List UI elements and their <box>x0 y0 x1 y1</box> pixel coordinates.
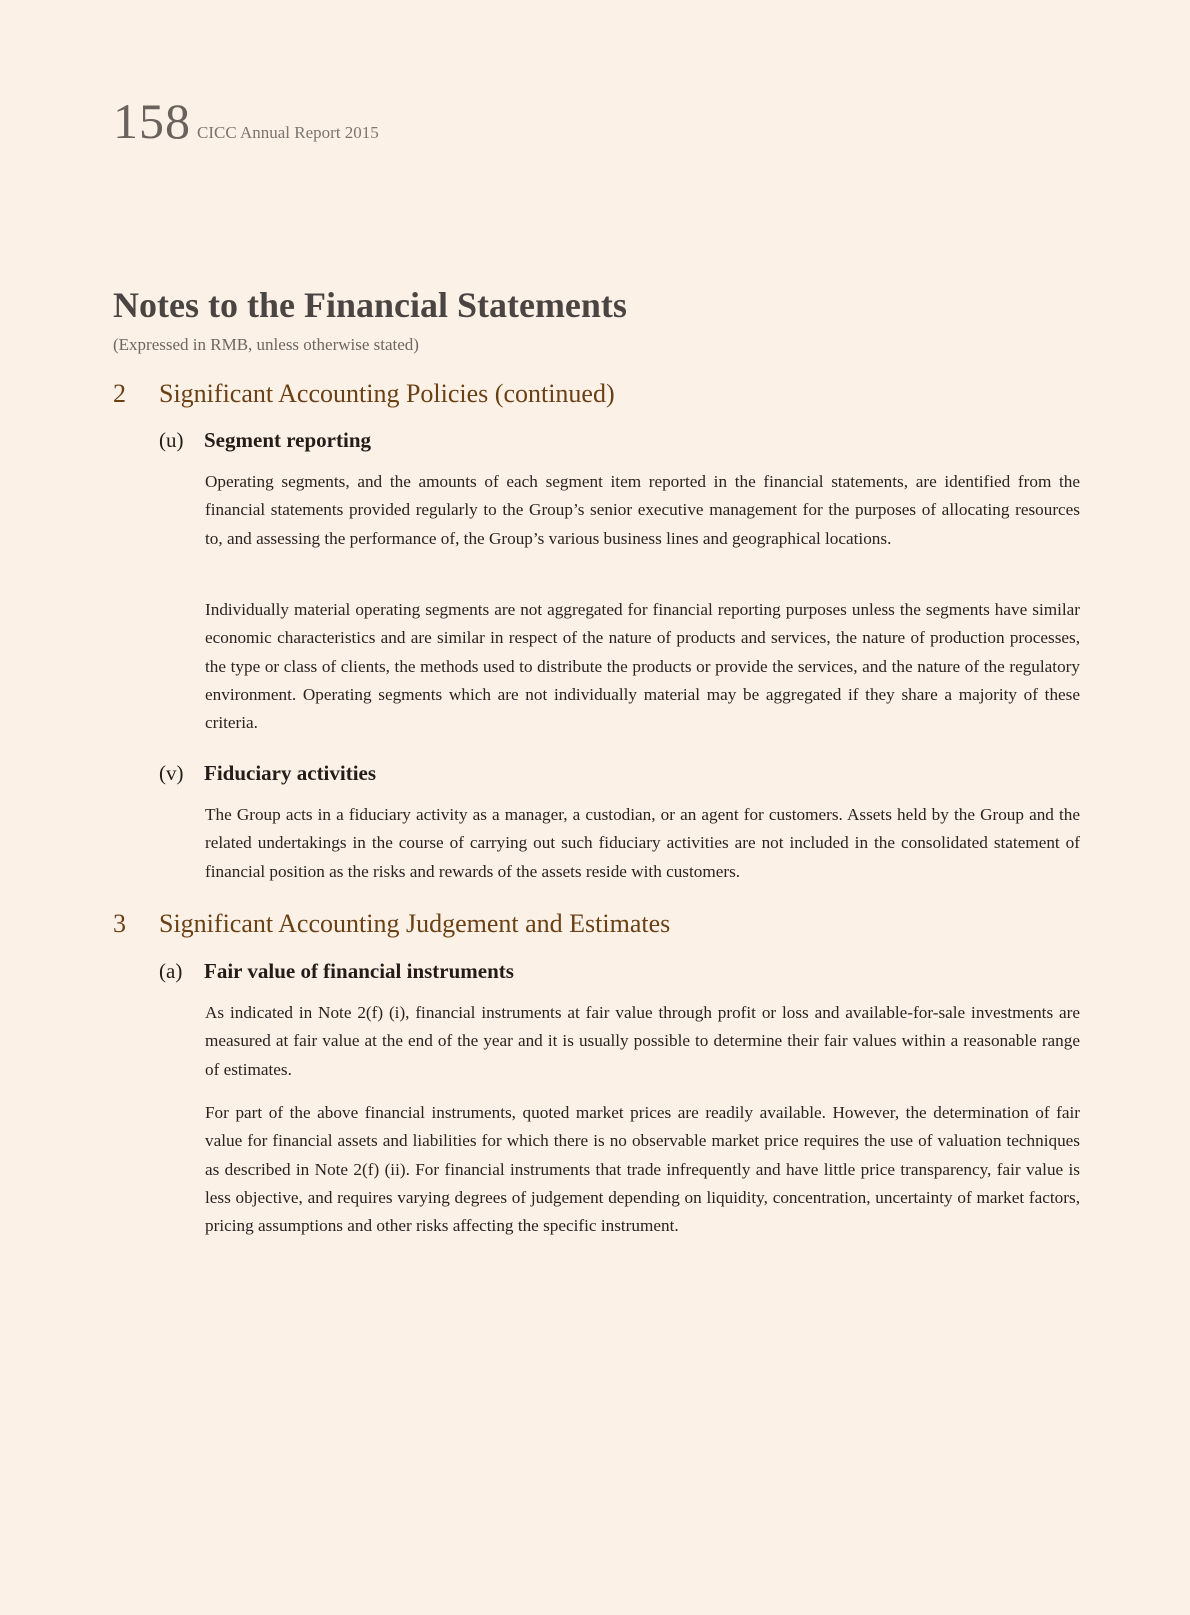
page-number: 158 <box>113 93 191 149</box>
subsection-heading-u <box>159 428 371 453</box>
subsection-title: Fair value of financial instruments <box>204 959 514 983</box>
page-header <box>113 93 379 149</box>
subsection-heading-a <box>159 959 514 984</box>
section-heading-3 <box>113 908 670 939</box>
paragraph: The Group acts in a fiduciary activity as a manager, a custodian, or an agent for customers. Assets held by the Group and the related undertakings in the course of carrying out such fiduciary activities are not included in the consolidated statement of financial position as the risks and rewards of the assets reside with customers. <box>205 805 1080 881</box>
section-number: 2 <box>113 379 126 408</box>
paragraph: For part of the above financial instruments, quoted market prices are readily available. However, the determination of fair value for financial assets and liabilities for which there is no observable market price requires the use of valuation techniques as described in Note 2(f) (ii). For financial instruments that trade infrequently and have little price transparency, fair value is less objective, and requires varying degrees of judgement depending on liquidity, concentration, uncertainty of market factors, pricing assumptions and other risks affecting the specific instrument. <box>205 1103 1080 1236</box>
subsection-label: (u) <box>159 428 184 452</box>
subsection-title: Segment reporting <box>204 428 372 452</box>
subsection-label: (a) <box>159 959 183 983</box>
paragraph: As indicated in Note 2(f) (i), financial instruments at fair value through profit or loss and available-for-sale investments are measured at fair value at the end of the year and it is usually possible to determine their fair values within a reasonable range of estimates. <box>205 1003 1080 1079</box>
section-title: Significant Accounting Policies (continued) <box>159 379 615 408</box>
document-subtitle: (Expressed in RMB, unless otherwise stated) <box>113 335 419 354</box>
section-title: Significant Accounting Judgement and Estimates <box>159 909 671 938</box>
subsection-heading-v <box>159 761 376 786</box>
section-number: 3 <box>113 909 126 938</box>
subsection-label: (v) <box>159 761 184 785</box>
report-name: CICC Annual Report 2015 <box>197 123 379 142</box>
document-title: Notes to the Financial Statements <box>113 285 627 325</box>
paragraph: Operating segments, and the amounts of each segment item reported in the financial statements, are identified from the financial statements provided regularly to the Group’s senior executive management for the purposes of allocating resources to, and assessing the performance of, the Group’s various business lines and geographical locations. <box>205 472 1080 548</box>
paragraph: Individually material operating segments are not aggregated for financial reporting purposes unless the segments have similar economic characteristics and are similar in respect of the nature of products and services, the nature of production processes, the type or class of clients, the methods used to distribute the products or provide the services, and the nature of the regulatory environment. Operating segments which are not individually material may be aggregated if they share a majority of these criteria. <box>205 600 1080 733</box>
subsection-title: Fiduciary activities <box>204 761 377 785</box>
section-heading-2 <box>113 378 615 409</box>
